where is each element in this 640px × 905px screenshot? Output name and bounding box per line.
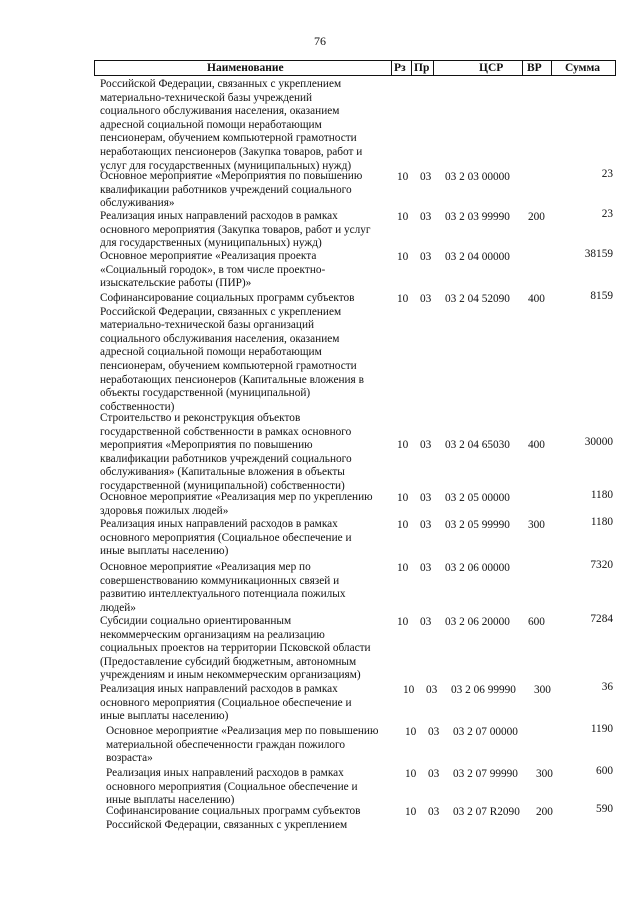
row-name: [100, 518, 400, 559]
rz-code: 10: [405, 806, 417, 818]
header-sum: Сумма: [565, 62, 600, 74]
header-divider: [551, 61, 552, 75]
row-name: [100, 491, 400, 518]
rz-code: 10: [397, 251, 409, 263]
row-name-line: неработающих пенсионеров (Капитальные вложения в: [100, 373, 364, 386]
vr-code: 400: [528, 439, 545, 451]
header-divider: [433, 61, 434, 75]
rz-code: 10: [405, 768, 417, 780]
row-name-line: неработающих пенсионеров (Закупка товаров, работ и: [100, 145, 363, 158]
row-name-line: пенсионерам, обучением компьютерной грамотности: [100, 132, 357, 145]
row-name-line: Реализация иных направлений расходов в рамках: [106, 767, 344, 779]
row-name: [100, 683, 400, 724]
vr-code: 200: [536, 806, 553, 818]
row-name-line: услуг для государственных (муниципальных) нужд): [100, 159, 352, 172]
row-name-line: Основное мероприятие «Реализация мер по повышению: [106, 725, 379, 737]
row-name-line: Основное мероприятие «Реализация мер по укреплению: [100, 491, 373, 503]
sum-value: 1180: [590, 489, 613, 501]
row-name-line: основного мероприятия (Социальное обеспечение и: [106, 780, 358, 793]
rz-code: 10: [397, 492, 409, 504]
page-number: 76: [314, 34, 326, 48]
row-name: [100, 210, 400, 251]
row-name-line: Реализация иных направлений расходов в рамках: [100, 210, 338, 222]
row-name-line: Основное мероприятие «Реализация мер по: [100, 561, 311, 573]
row-name-line: здоровья пожилых людей»: [100, 504, 229, 517]
header-rz: Рз: [394, 62, 406, 74]
pr-code: 03: [420, 251, 432, 263]
table-header: [94, 60, 616, 76]
row-name: [100, 250, 400, 291]
rz-code: 10: [397, 439, 409, 451]
header-divider: [411, 61, 412, 75]
row-name: [100, 615, 400, 683]
row-name: [106, 805, 406, 832]
row-name-line: материально-технической базы организаций: [100, 319, 315, 332]
sum-value: 7320: [590, 559, 613, 571]
sum-value: 36: [601, 681, 613, 693]
pr-code: 03: [426, 684, 438, 696]
row-name-line: иные выплаты населению): [100, 545, 229, 558]
csr-code: 03 2 05 00000: [445, 492, 510, 504]
row-name-line: некоммерческим организациям на реализацию: [100, 628, 325, 641]
csr-code: 03 2 03 99990: [445, 211, 510, 223]
pr-code: 03: [428, 768, 440, 780]
row-name-line: Реализация иных направлений расходов в рамках: [100, 518, 338, 530]
row-name: [100, 78, 400, 173]
row-name-line: социального обслуживания населения, оказанием: [100, 105, 340, 118]
csr-code: 03 2 07 99990: [453, 768, 518, 780]
sum-value: 600: [596, 765, 613, 777]
row-name-line: основного мероприятия (Социальное обеспечение и: [100, 696, 352, 709]
pr-code: 03: [420, 439, 432, 451]
header-pr: Пр: [414, 62, 430, 74]
row-name-line: собственности): [100, 400, 175, 413]
header-name: Наименование: [207, 62, 284, 74]
csr-code: 03 2 07 00000: [453, 726, 518, 738]
row-name-line: основного мероприятия (Социальное обеспечение и: [100, 531, 352, 544]
header-csr: ЦСР: [479, 62, 504, 74]
row-name: [100, 170, 400, 211]
csr-code: 03 2 05 99990: [445, 519, 510, 531]
sum-value: 30000: [584, 436, 613, 448]
header-divider: [391, 61, 392, 75]
row-name: [100, 292, 400, 414]
row-name-line: Российской Федерации, связанных с укреплением: [100, 78, 342, 90]
sum-value: 23: [601, 168, 613, 180]
row-name-line: квалификации работников учреждений социального: [100, 183, 352, 196]
rz-code: 10: [405, 726, 417, 738]
sum-value: 1180: [590, 516, 613, 528]
row-name: [100, 561, 400, 615]
row-name-line: для государственных (муниципальных) нужд): [100, 237, 322, 250]
vr-code: 300: [528, 519, 545, 531]
vr-code: 300: [536, 768, 553, 780]
row-name-line: Софинансирование социальных программ субъектов: [100, 292, 355, 304]
sum-value: 7284: [590, 613, 613, 625]
csr-code: 03 2 07 R2090: [453, 806, 520, 818]
row-name-line: государственной (муниципальной) собственности): [100, 479, 345, 492]
rz-code: 10: [397, 293, 409, 305]
rz-code: 10: [397, 562, 409, 574]
csr-code: 03 2 06 99990: [451, 684, 516, 696]
row-name-line: развитию интеллектуального потенциала пожилых: [100, 588, 346, 601]
row-name-line: Российской Федерации, связанных с укреплением: [100, 305, 342, 318]
row-name-line: материальной обеспеченности граждан пожилого: [106, 738, 346, 751]
row-name-line: пенсионерам, обучением компьютерной грамотности: [100, 359, 357, 372]
pr-code: 03: [420, 616, 432, 628]
pr-code: 03: [428, 726, 440, 738]
csr-code: 03 2 04 00000: [445, 251, 510, 263]
vr-code: 300: [534, 684, 551, 696]
row-name-line: Основное мероприятие «Реализация проекта: [100, 250, 317, 262]
rz-code: 10: [397, 519, 409, 531]
row-name-line: Софинансирование социальных программ субъектов: [106, 805, 361, 817]
rz-code: 10: [397, 171, 409, 183]
row-name-line: Субсидии социально ориентированным: [100, 615, 292, 627]
sum-value: 38159: [584, 248, 613, 260]
row-name-line: обслуживания»: [100, 197, 175, 210]
row-name-line: Российской Федерации, связанных с укреплением: [106, 818, 348, 831]
row-name: [106, 767, 406, 808]
rz-code: 10: [397, 616, 409, 628]
row-name: [100, 412, 400, 494]
vr-code: 400: [528, 293, 545, 305]
row-name-line: людей»: [100, 601, 136, 614]
pr-code: 03: [420, 293, 432, 305]
row-name-line: возраста»: [106, 752, 153, 765]
row-name-line: учреждениям и иным некоммерческим организациям): [100, 669, 361, 682]
row-name-line: иные выплаты населению): [106, 794, 235, 807]
row-name-line: адресной социальной помощи неработающим: [100, 346, 322, 359]
pr-code: 03: [420, 211, 432, 223]
csr-code: 03 2 04 52090: [445, 293, 510, 305]
csr-code: 03 2 06 00000: [445, 562, 510, 574]
rz-code: 10: [403, 684, 415, 696]
pr-code: 03: [420, 519, 432, 531]
row-name: [106, 725, 406, 766]
row-name-line: государственной собственности в рамках основного: [100, 425, 352, 438]
row-name-line: социальных проектов на территории Псковской области: [100, 642, 371, 655]
row-name-line: совершенствованию коммуникационных связей и: [100, 574, 340, 587]
pr-code: 03: [420, 492, 432, 504]
csr-code: 03 2 06 20000: [445, 616, 510, 628]
pr-code: 03: [428, 806, 440, 818]
rz-code: 10: [397, 211, 409, 223]
csr-code: 03 2 03 00000: [445, 171, 510, 183]
row-name-line: Строительство и реконструкция объектов: [100, 412, 301, 424]
csr-code: 03 2 04 65030: [445, 439, 510, 451]
row-name-line: объекты государственной (муниципальной): [100, 387, 311, 400]
row-name-line: основного мероприятия (Закупка товаров, работ и услуг: [100, 223, 371, 236]
row-name-line: Основное мероприятие «Мероприятия по повышению: [100, 170, 363, 182]
row-name-line: адресной социальной помощи неработающим: [100, 118, 322, 131]
vr-code: 600: [528, 616, 545, 628]
row-name-line: обслуживания» (Капитальные вложения в объекты: [100, 466, 345, 479]
sum-value: 8159: [590, 290, 613, 302]
row-name-line: мероприятия «Мероприятия по повышению: [100, 439, 313, 452]
row-name-line: Реализация иных направлений расходов в рамках: [100, 683, 338, 695]
sum-value: 1190: [590, 723, 613, 735]
row-name-line: иные выплаты населению): [100, 710, 229, 723]
row-name-line: квалификации работников учреждений социального: [100, 452, 352, 465]
header-divider: [522, 61, 523, 75]
row-name-line: «Социальный городок», в том числе проектно-: [100, 263, 326, 276]
row-name-line: изыскательские работы (ПИР)»: [100, 277, 252, 290]
row-name-line: материально-технической базы учреждений: [100, 91, 313, 104]
sum-value: 590: [596, 803, 613, 815]
row-name-line: социального обслуживания населения, оказанием: [100, 332, 340, 345]
pr-code: 03: [420, 171, 432, 183]
pr-code: 03: [420, 562, 432, 574]
header-vr: ВР: [527, 62, 542, 74]
vr-code: 200: [528, 211, 545, 223]
row-name-line: (Предоставление субсидий бюджетным, автономным: [100, 655, 357, 668]
sum-value: 23: [601, 208, 613, 220]
